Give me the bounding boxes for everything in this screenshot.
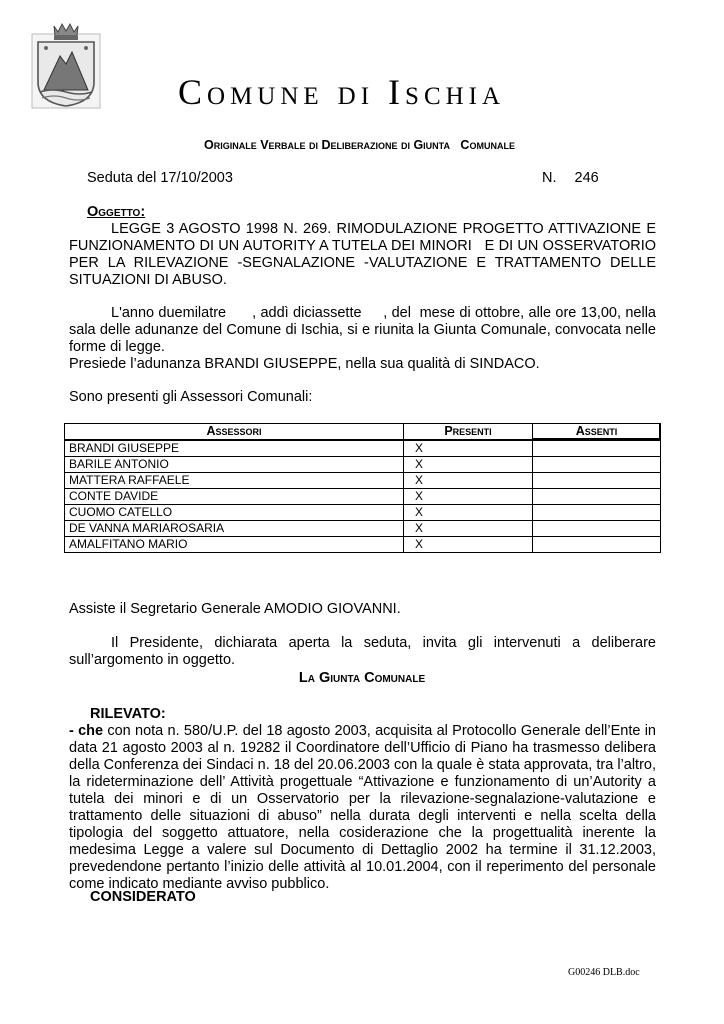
absent-mark xyxy=(533,440,661,457)
assessor-name: DE VANNA MARIAROSARIA xyxy=(65,521,404,537)
footer-filename: G00246 DLB.doc xyxy=(568,968,640,977)
table-row xyxy=(65,537,661,553)
present-mark: X xyxy=(404,521,533,537)
present-mark: X xyxy=(404,505,533,521)
present-mark: X xyxy=(404,440,533,457)
absent-mark xyxy=(533,457,661,473)
deliberation-number xyxy=(542,170,599,186)
header-assessori: Assessori xyxy=(65,424,404,441)
number-value: 246 xyxy=(574,170,599,186)
assessor-name: CONTE DAVIDE xyxy=(65,489,404,505)
secretary-line: Assiste il Segretario Generale AMODIO GIOVANNI. xyxy=(69,601,401,617)
present-mark: X xyxy=(404,489,533,505)
header-presenti: Presenti xyxy=(404,424,533,441)
subject-label: Oggetto: xyxy=(87,204,146,220)
assessor-name: AMALFITANO MARIO xyxy=(65,537,404,553)
attendance-header-row xyxy=(65,424,661,441)
present-mark: X xyxy=(404,473,533,489)
absent-mark xyxy=(533,505,661,521)
session-date: Seduta del 17/10/2003 xyxy=(87,170,233,186)
rilevato-lead: - che xyxy=(69,723,104,739)
assessor-name: CUOMO CATELLO xyxy=(65,505,404,521)
intro-paragraph: L'anno duemilatre , addì diciassette , del mese di ottobre, alle ore 13,00, nella sala delle adunanze del Comune di Ischia, si e riunita la Giunta Comunale, convocata nelle forme di legge. xyxy=(69,305,661,355)
assessor-name: BRANDI GIUSEPPE xyxy=(65,440,404,457)
assessor-name: MATTERA RAFFAELE xyxy=(65,473,404,489)
present-intro: Sono presenti gli Assessori Comunali: xyxy=(69,389,313,405)
table-row xyxy=(65,457,661,473)
considerato-label: CONSIDERATO xyxy=(90,889,196,905)
header-assenti: Assenti xyxy=(533,424,661,441)
present-mark: X xyxy=(404,537,533,553)
table-row xyxy=(65,521,661,537)
assessor-name: BARILE ANTONIO xyxy=(65,457,404,473)
president-opening: Il Presidente, dichiarata aperta la seduta, invita gli intervenuti a deliberare sull’argomento in oggetto. xyxy=(69,635,656,668)
subject-text: LEGGE 3 AGOSTO 1998 N. 269. RIMODULAZIONE PROGETTO ATTIVAZIONE E FUNZIONAMENTO DI UN AUTORITY A TUTELA DEI MINORI E DI UN OSSERVATORIO PER LA RILEVAZIONE -SEGNALAZIONE -VALUTAZIONE E TRATTAMENTO DELLE SITUAZIONI DI ABUSO. xyxy=(69,221,661,288)
absent-mark xyxy=(533,521,661,537)
subject-text-block xyxy=(69,221,661,289)
attendance-table xyxy=(64,423,661,553)
table-row xyxy=(65,473,661,489)
present-mark: X xyxy=(404,457,533,473)
absent-mark xyxy=(533,537,661,553)
intro-block xyxy=(69,305,661,373)
president-opening-block xyxy=(69,635,656,669)
council-heading: La Giunta Comunale xyxy=(298,670,426,686)
president-line: Presiede l’adunanza BRANDI GIUSEPPE, nella sua qualità di SINDACO. xyxy=(69,356,540,372)
number-label: N. xyxy=(542,170,557,186)
rilevato-label: RILEVATO: xyxy=(90,706,166,722)
table-row xyxy=(65,505,661,521)
rilevato-paragraph xyxy=(69,723,656,893)
table-row xyxy=(65,489,661,505)
table-row xyxy=(65,440,661,457)
rilevato-block xyxy=(69,723,656,893)
rilevato-text: con nota n. 580/U.P. del 18 agosto 2003, acquisita al Protocollo Generale dell’Ente in data 21 agosto 2003 al n. 19282 il Coordinatore dell’Ufficio di Piano ha trasmesso delibera della Conferenza dei Sindaci n. 18 del 20.06.2003 con la quale è stata approvata, tra l’altro, la rideterminazione dell’ Attività progettuale “Attivazione e funzionamento di un’Autority a tutela dei minori e di un Osservatorio per la rilevazione-segnalazione-valutazione e trattamento delle situazioni di abuso” nella durata degli interventi e nella scelta della tipologia del soggetto attuatore, nella cosiderazione che la progettualità inerente la medesima Legge a valere sul Documento di Dettaglio 2002 ha termine il 31.12.2003, prevedendone pertanto l’inizio delle attività al 10.01.2004, con il reperimento del personale come indicato mediante avviso pubblico. xyxy=(69,723,656,892)
municipality-title-text: Comune di Ischia xyxy=(178,72,506,112)
absent-mark xyxy=(533,473,661,489)
municipality-title xyxy=(178,70,658,114)
municipal-crest-logo xyxy=(30,20,102,110)
absent-mark xyxy=(533,489,661,505)
document-subtitle: Originale Verbale di Deliberazione di Giunta Comunale xyxy=(204,138,515,152)
